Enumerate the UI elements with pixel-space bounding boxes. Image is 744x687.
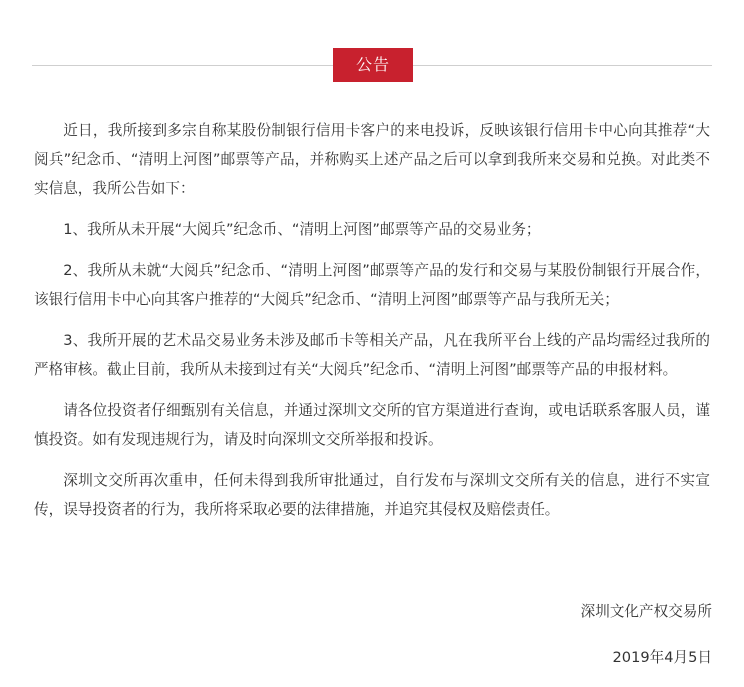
notice-item-1: 1、我所从未开展“大阅兵”纪念币、“清明上河图”邮票等产品的交易业务； (63, 221, 541, 238)
notice-item-3: 3、我所开展的艺术品交易业务未涉及邮币卡等相关产品，凡在我所平台上线的产品均需经过我所的严格审核。截止目前，我所从未接到过有关“大阅兵”纪念币、“清明上河图”邮票等产品的申报材料。 (34, 332, 710, 378)
announcement-body (34, 116, 710, 536)
notice-item-2: 2、我所从未就“大阅兵”纪念币、“清明上河图”邮票等产品的发行和交易与某股份制银行开展合作，该银行信用卡中心向其客户推荐的“大阅兵”纪念币、“清明上河图”邮票等产品与我所无关； (34, 262, 710, 308)
intro-paragraph: 近日，我所接到多宗自称某股份制银行信用卡客户的来电投诉，反映该银行信用卡中心向其推荐“大阅兵”纪念币、“清明上河图”邮票等产品，并称购买上述产品之后可以拿到我所来交易和兑换。对此类不实信息，我所公告如下： (34, 122, 710, 197)
investor-advice-paragraph: 请各位投资者仔细甄别有关信息，并通过深圳文交所的官方渠道进行查询，或电话联系客服人员，谨慎投资。如有发现违规行为，请及时向深圳文交所举报和投诉。 (34, 402, 710, 448)
issuer-signature: 深圳文化产权交易所 (580, 603, 712, 620)
announcement-title-badge: 公告 (333, 48, 413, 82)
issue-date: 2019年4月5日 (612, 649, 712, 666)
legal-statement-paragraph: 深圳文交所再次重申，任何未得到我所审批通过，自行发布与深圳文交所有关的信息，进行不实宣传，误导投资者的行为，我所将采取必要的法律措施，并追究其侵权及赔偿责任。 (34, 472, 710, 518)
